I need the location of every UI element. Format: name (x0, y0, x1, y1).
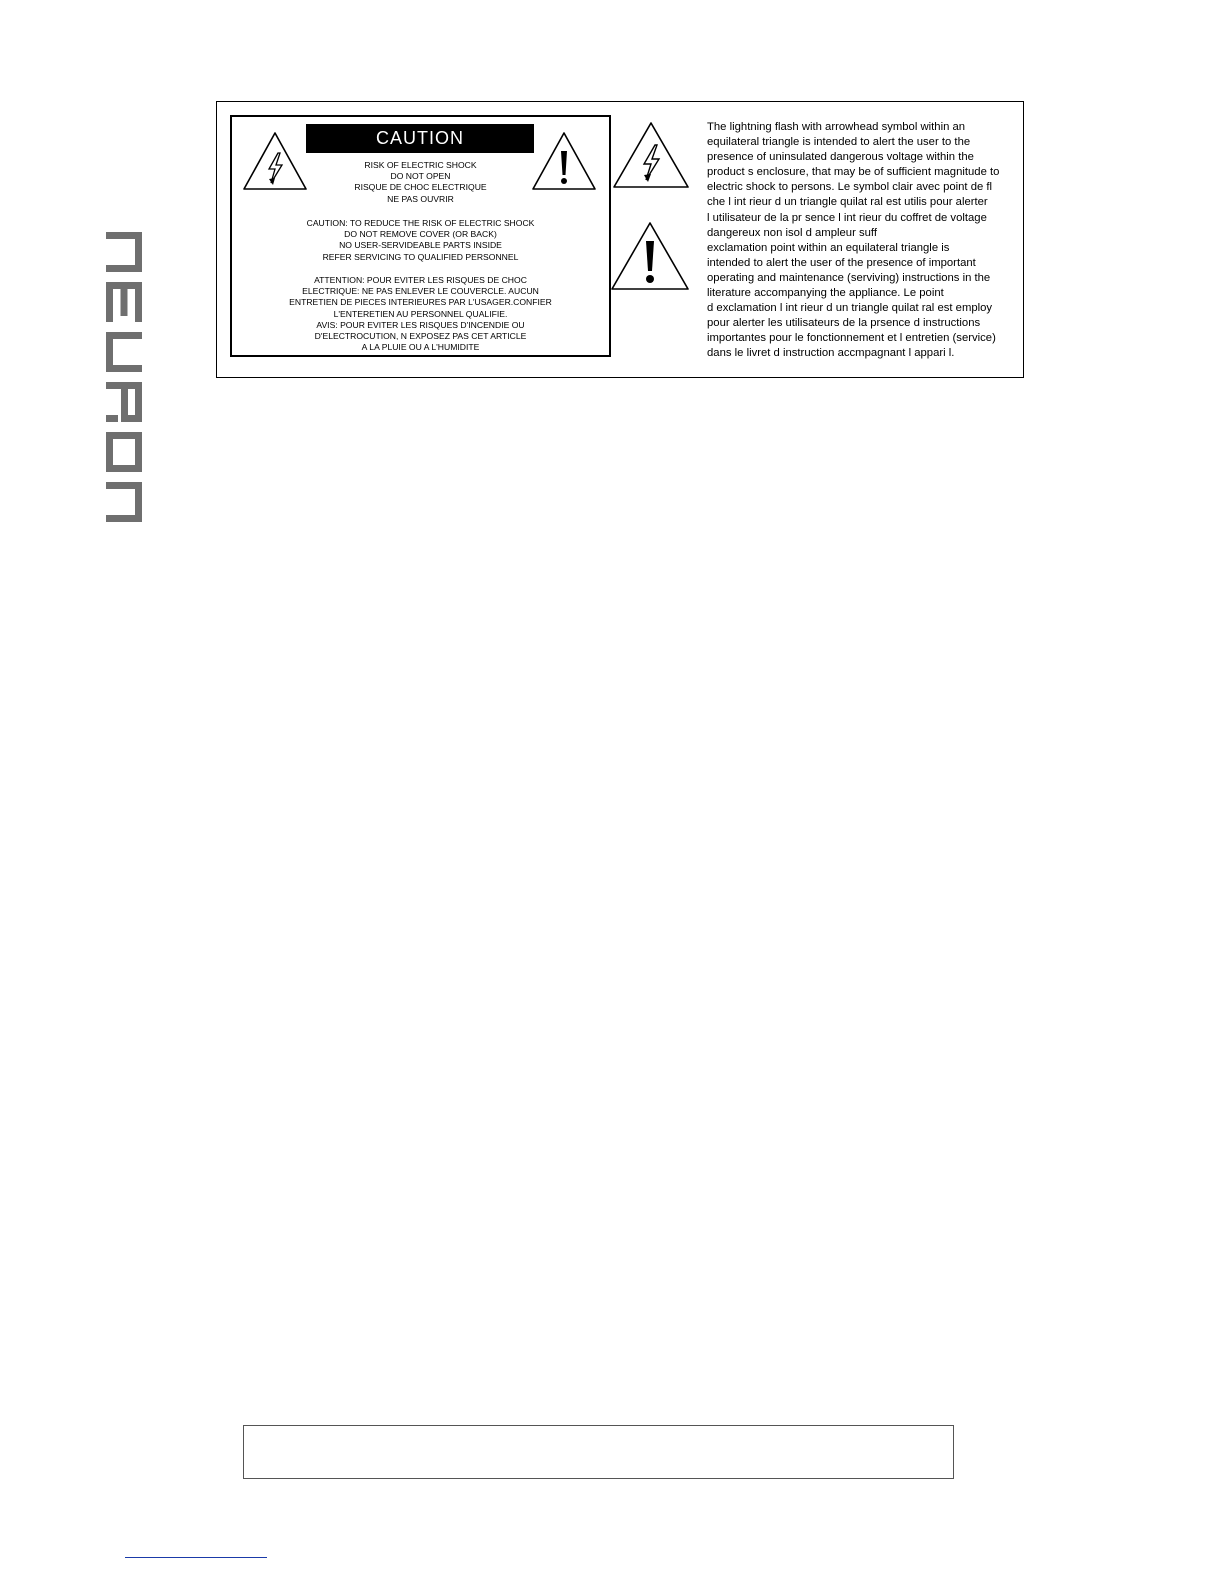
footer-rule (125, 1557, 267, 1558)
explanation-line: d exclamation l int rieur d un triangle quilat ral est employ (707, 302, 993, 315)
explanation-line: intended to alert the user of the presence of important (707, 256, 976, 269)
caution-line: REFER SERVICING TO QUALIFIED PERSONNEL (322, 251, 519, 262)
caution-line: DO NOT REMOVE COVER (OR BACK) (344, 229, 497, 240)
brand-letter-stroke (135, 232, 142, 272)
explanation-line: operating and maintenance (serviving) instructions in the (707, 271, 991, 284)
empty-notice-box (243, 1425, 954, 1479)
risk-text-block (272, 160, 569, 205)
explanation-line: exclamation point within an equilateral triangle is (707, 241, 950, 254)
explanation-line: che l int rieur d un triangle quilat ral est utilis pour alerter (707, 196, 988, 209)
explanation-line: equilateral triangle is intended to alert the user to the (707, 136, 971, 149)
lightning-warning-icon (612, 121, 690, 194)
explanation-line: importantes pour le fonctionnement et l entretien (service) (707, 332, 996, 345)
attention-line: A LA PLUIE OU A L'HUMIDITE (361, 342, 480, 353)
brand-letter-stroke (135, 282, 142, 322)
risk-line: DO NOT OPEN (390, 171, 451, 182)
brand-logo (106, 232, 142, 522)
brand-letter-stroke (121, 282, 128, 316)
risk-line: RISK OF ELECTRIC SHOCK (364, 160, 477, 170)
brand-letter-stroke (106, 415, 118, 422)
attention-line: ATTENTION: POUR EVITER LES RISQUES DE CHOC (314, 275, 527, 285)
explanation-line: presence of uninsulated dangerous voltage within the (707, 151, 974, 164)
caution-line: CAUTION: TO REDUCE THE RISK OF ELECTRIC SHOCK (306, 218, 535, 228)
brand-letter-stroke (135, 482, 142, 522)
exclamation-warning-icon (610, 221, 690, 296)
symbol-explanation-text (707, 120, 1023, 362)
brand-letter-stroke (106, 332, 113, 372)
explanation-line: dans le livret d instruction accmpagnant l appari l. (707, 347, 955, 360)
brand-letter-stroke (106, 432, 113, 472)
attention-line: AVIS: POUR EVITER LES RISQUES D'INCENDIE OU (316, 319, 525, 330)
explanation-line: dangereux non isol d ampleur suff (707, 226, 877, 239)
risk-line: RISQUE DE CHOC ELECTRIQUE (354, 182, 487, 193)
attention-line: ENTRETIEN DE PIECES INTERIEURES PAR L'USAGER.CONFIER (289, 297, 552, 308)
explanation-line: product s enclosure, that may be of sufficient magnitude to (707, 166, 1000, 179)
explanation-line: l utilisateur de la pr sence l int rieur du coffret de voltage (707, 211, 987, 224)
explanation-line: electric shock to persons. Le symbol clair avec point de fl (707, 181, 993, 194)
attention-line: ELECTRIQUE: NE PAS ENLEVER LE COUVERCLE. AUCUN (302, 286, 539, 297)
attention-line: L'ENTERETIEN AU PERSONNEL QUALIFIE. (333, 308, 508, 319)
risk-line: NE PAS OUVRIR (387, 193, 454, 204)
caution-banner: CAUTION (306, 124, 534, 153)
caution-text-block (272, 218, 569, 263)
attention-text-block (272, 275, 569, 353)
explanation-line: literature accompanying the appliance. Le point (707, 287, 944, 300)
explanation-line: pour alerter les utilisateurs de la prsence d instructions (707, 317, 981, 330)
attention-line: D'ELECTROCUTION, N EXPOSEZ PAS CET ARTICLE (314, 331, 527, 342)
brand-letter-stroke (106, 282, 113, 322)
brand-letter-stroke (135, 432, 142, 472)
caution-line: NO USER-SERVIDEABLE PARTS INSIDE (339, 240, 502, 251)
explanation-line: The lightning flash with arrowhead symbol within an (707, 121, 966, 133)
safety-warning-panel (216, 101, 1024, 378)
caution-label (230, 115, 611, 357)
brand-letter-stroke (121, 382, 128, 422)
